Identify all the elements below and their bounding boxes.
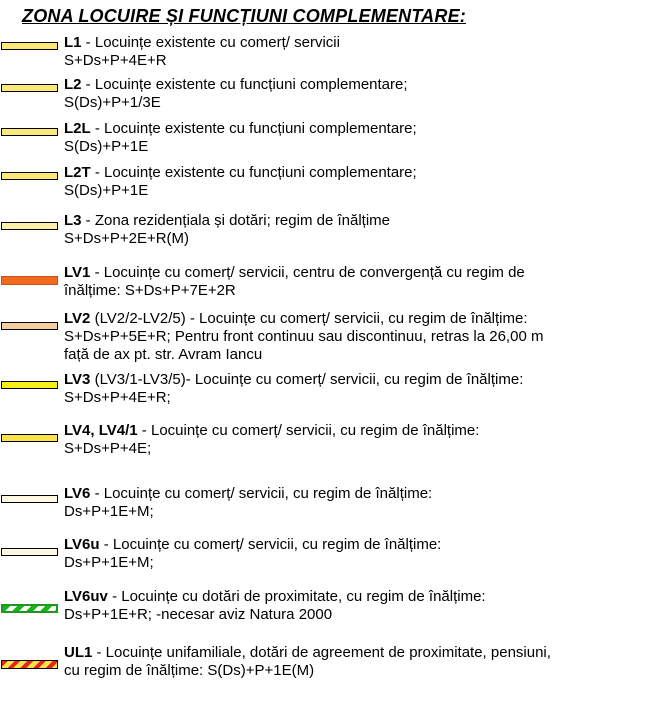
swatch-l2l [1,128,58,136]
regime-lv3: S+Ds+P+4E+R; [64,389,171,406]
desc-l2: - Locuințe existente cu funcțiuni complementare; [81,76,408,93]
code-l2t: L2T [64,164,91,181]
swatch-lv6u [1,548,58,556]
swatch-ul1 [1,660,58,669]
desc-lv4: - Locuințe cu comerț/ servicii, cu regim de înălțime: [137,422,480,439]
code-ul1: UL1 [64,644,93,661]
code-l3: L3 [64,212,82,229]
desc-ul1: - Locuințe unifamiliale, dotări de agreement de proximitate, pensiuni, [92,644,551,661]
desc-l2t: - Locuințe existente cu funcțiuni complementare; [90,164,417,181]
code-lv1: LV1 [64,264,91,281]
desc-l3: - Zona rezidențiala și dotări; regim de înălțime [81,212,390,229]
regime-ul1: cu regim de înălțime: S(Ds)+P+1E(M) [64,662,315,679]
note-lv2: față de ax pt. str. Avram Iancu [64,346,263,363]
desc-l2l: - Locuințe existente cu funcțiuni complementare; [90,120,417,137]
regime-lv6uv: Ds+P+1E+R; -necesar aviz Natura 2000 [64,606,333,623]
desc-l1: - Locuințe existente cu comerț/ servicii [81,34,340,51]
code-l2: L2 [64,76,82,93]
swatch-l2 [1,84,58,92]
regime-l1: S+Ds+P+4E+R [64,52,167,69]
regime-lv6u: Ds+P+1E+M; [64,554,154,571]
desc-lv6uv: - Locuințe cu dotări de proximitate, cu regim de înălțime: [107,588,486,605]
code-l2l: L2L [64,120,91,137]
swatch-lv6uv [1,604,58,613]
swatch-l3 [1,222,58,230]
swatch-lv1 [1,276,58,285]
regime-lv1: înălțime: S+Ds+P+7E+2R [64,282,236,299]
swatch-lv3 [1,381,58,389]
regime-lv6: Ds+P+1E+M; [64,503,154,520]
desc-lv3: (LV3/1-LV3/5)- Locuințe cu comerț/ servicii, cu regim de înălțime: [90,371,524,388]
code-lv2: LV2 [64,310,91,327]
code-lv6: LV6 [64,485,91,502]
code-lv4: LV4, LV4/1 [64,422,138,439]
regime-lv4: S+Ds+P+4E; [64,440,152,457]
desc-lv6u: - Locuințe cu comerț/ servicii, cu regim de înălțime: [99,536,442,553]
regime-l3: S+Ds+P+2E+R(M) [64,230,190,247]
regime-lv2: S+Ds+P+5E+R; Pentru front continuu sau discontinuu, retras la 26,00 m [64,328,544,345]
swatch-lv2 [1,322,58,330]
regime-l2: S(Ds)+P+1/3E [64,94,161,111]
regime-l2t: S(Ds)+P+1E [64,182,149,199]
code-l1: L1 [64,34,82,51]
regime-l2l: S(Ds)+P+1E [64,138,149,155]
swatch-l2t [1,172,58,180]
swatch-l1 [1,42,58,50]
desc-lv2: (LV2/2-LV2/5) - Locuințe cu comerț/ servicii, cu regim de înălțime: [90,310,528,327]
desc-lv6: - Locuințe cu comerț/ servicii, cu regim de înălțime: [90,485,433,502]
legend-title: ZONA LOCUIRE ȘI FUNCȚIUNI COMPLEMENTARE: [22,6,466,26]
code-lv6uv: LV6uv [64,588,108,605]
desc-lv1: - Locuințe cu comerț/ servicii, centru de convergență cu regim de [90,264,525,281]
swatch-lv4 [1,434,58,442]
code-lv6u: LV6u [64,536,100,553]
code-lv3: LV3 [64,371,91,388]
swatch-lv6 [1,495,58,503]
